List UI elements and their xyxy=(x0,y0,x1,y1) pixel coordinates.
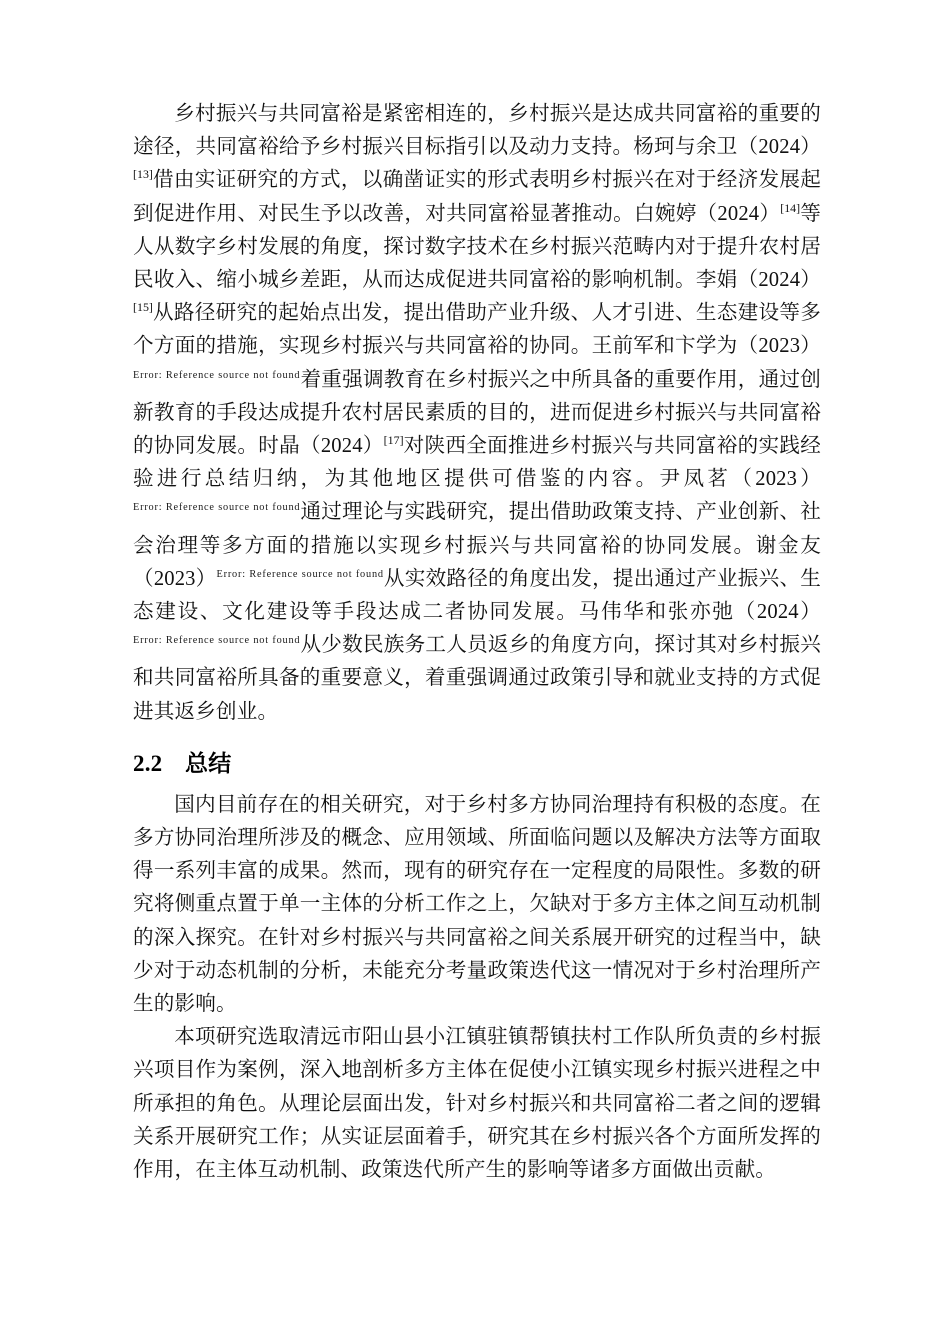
section-number: 2.2 xyxy=(133,750,163,776)
paragraph-summary-research-gap: 国内目前存在的相关研究，对于乡村多方协同治理持有积极的态度。在多方协同治理所涉及的概念、应用领域、所面临问题以及解决方法等方面取得一系列丰富的成果。然而，现有的研究存在一定程度的局限性。多数的研究将侧重点置于单一主体的分析工作之上，欠缺对于多方主体之间互动机制的深入探究。在针对乡村振兴与共同富裕之间关系展开研究的过程当中，缺少对于动态机制的分析，未能充分考量政策迭代这一情况对于乡村治理所产生的影响。 xyxy=(133,793,821,1016)
reference-error-marker: Error: Reference source not found xyxy=(133,502,301,514)
reference-error-marker: Error: Reference source not found xyxy=(133,369,301,381)
reference-marker: [17] xyxy=(383,433,404,448)
paragraph-literature-review: 乡村振兴与共同富裕是紧密相连的，乡村振兴是达成共同富裕的重要的途径，共同富裕给予乡村振兴目标指引以及动力支持。杨珂与余卫（2024）[13]借由实证研究的方式，以确凿证实的形式表明乡村振兴在对于经济发展起到促进作用、对民生予以改善，对共同富裕显著推动。白婉婷（2024）[14]等人从数字乡村发展的角度，探讨数字技术在乡村振兴范畴内对于提升农村居民收入、缩小城乡差距，从而达成促进共同富裕的影响机制。李娟（2024）[15]从路径研究的起始点出发，提出借助产业升级、人才引进、生态建设等多个方面的措施，实现乡村振兴与共同富裕的协同。王前军和卞学为（2023）$^{Error: Reference source not found}$着重强调教育在乡村振兴之中所具备的重要作用，通过创新教育的手段达成提升农村居民素质的目的，进而促进乡村振兴与共同富裕的协同发展。时晶（2024）[17]对陕西全面推进乡村振兴与共同富裕的实践经验进行总结归纳，为其他地区提供可借鉴的内容。尹凤茗（2023）$^{Error: Reference source not found}$通过理论与实践研究，提出借助政策支持、产业创新、社会治理等多方面的措施以实现乡村振兴与共同富裕的协同发展。谢金友（2023）$^{Error: Reference source not found}$从实效路径的角度出发，提出通过产业振兴、生态建设、文化建设等手段达成二者协同发展。马伟华和张亦弛（2024）$^{Error: Reference source not found}$从少数民族务工人员返乡的角度方向，探讨其对乡村振兴和共同富裕所具备的重要意义，着重强调通过政策引导和就业支持的方式促进其返乡创业。 xyxy=(133,103,822,723)
section-title: 总结 xyxy=(185,750,232,776)
section-heading-2-2 xyxy=(133,745,821,783)
reference-marker: [15] xyxy=(133,300,153,315)
paragraph-summary-case-study: 本项研究选取清远市阳山县小江镇驻镇帮镇扶村工作队所负责的乡村振兴项目作为案例，深入地剖析多方主体在促使小江镇实现乡村振兴进程之中所承担的角色。从理论层面出发，针对乡村振兴和共同富裕二者之间的逻辑关系开展研究工作；从实证层面着手，研究其在乡村振兴各个方面所发挥的作用，在主体互动机制、政策迭代所产生的影响等诸多方面做出贡献。 xyxy=(133,1026,821,1182)
reference-error-marker: Error: Reference source not found xyxy=(216,568,384,580)
reference-error-marker: Error: Reference source not found xyxy=(133,635,301,647)
page-content-column xyxy=(133,98,821,1187)
reference-marker: [13] xyxy=(133,167,153,182)
reference-marker: [14] xyxy=(780,200,801,215)
